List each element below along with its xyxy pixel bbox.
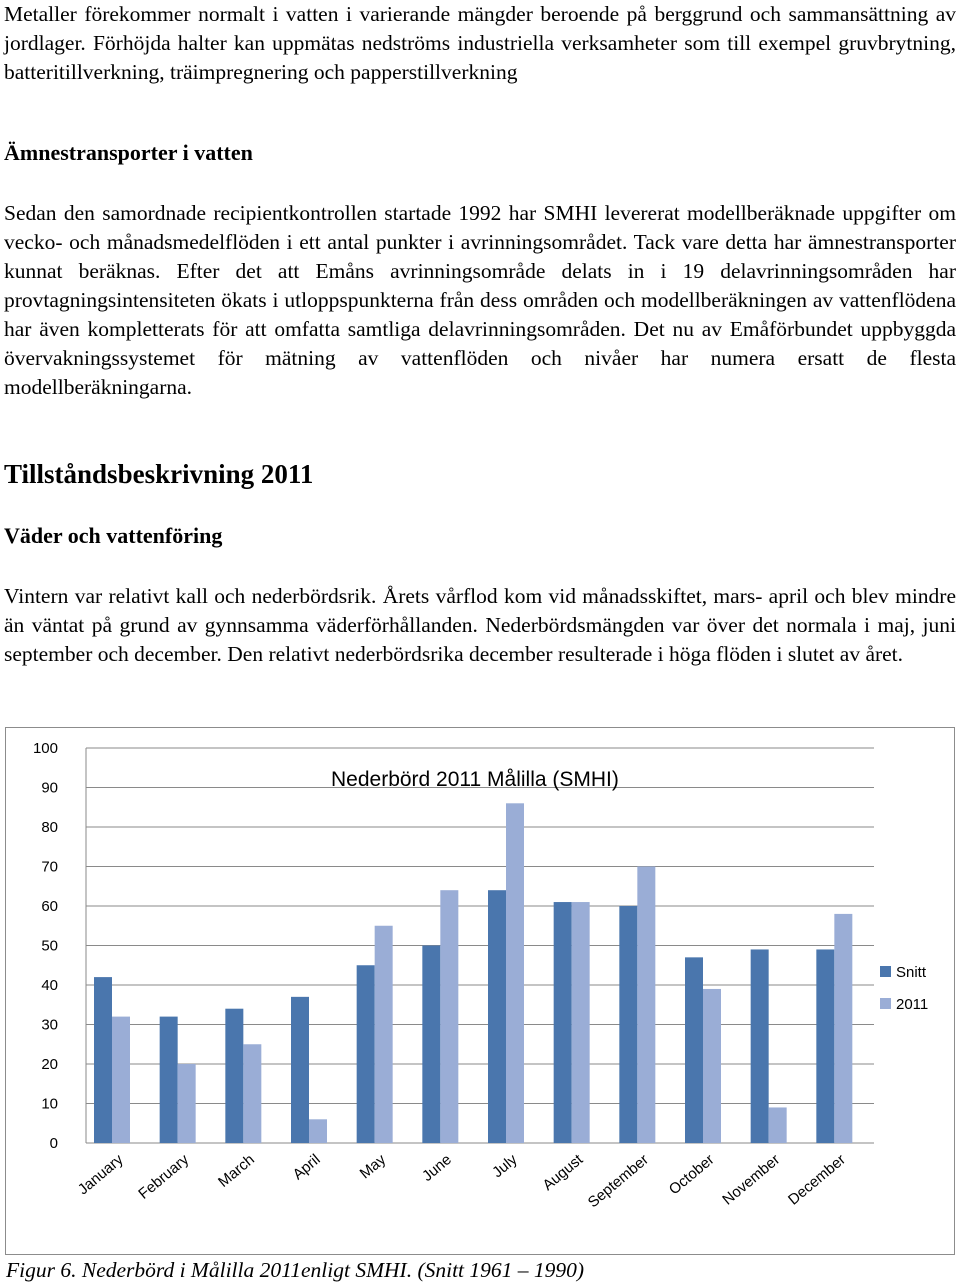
legend-swatch-snitt: [880, 966, 891, 977]
bar-2011-july: [506, 803, 524, 1143]
x-category-label: June: [419, 1151, 455, 1185]
intro-paragraph: Metaller förekommer normalt i vatten i varierande mängder beroende på berggrund och sammansättning av jordlager. Förhöjda halter kan uppmätas nedströms industriella verksamheter som till exempel gruvbrytning, batteritillverkning, träimpregnering och papperstillverkning: [4, 2, 956, 84]
bar-snitt-august: [554, 902, 572, 1143]
x-category-label: March: [215, 1151, 258, 1191]
bar-snitt-september: [619, 906, 637, 1143]
x-category-label: September: [584, 1151, 652, 1212]
y-tick-label: 60: [41, 898, 58, 915]
bar-2011-june: [440, 890, 458, 1143]
y-tick-label: 50: [41, 937, 58, 955]
x-category-label: May: [356, 1151, 390, 1183]
y-tick-label: 100: [32, 740, 58, 757]
x-category-label: February: [135, 1151, 193, 1203]
bar-snitt-february: [160, 1017, 178, 1143]
bar-2011-august: [572, 902, 590, 1143]
legend-swatch-2011: [880, 998, 891, 1009]
y-tick-label: 80: [41, 819, 58, 836]
x-category-label: January: [74, 1151, 127, 1199]
bar-2011-december: [834, 914, 852, 1143]
weather-paragraph: Vintern var relativt kall och nederbördsrik. Årets vårflod kom vid månadsskiftet, mars- april och blev mindre än väntat på grund av gynnsamma väderförhållanden. Nederbördsmängden var över det normala i maj, juni september och december. Den relativt nederbördsrika december resulterade i höga flöden i slutet av året.: [4, 584, 956, 666]
bar-snitt-march: [225, 1009, 243, 1143]
bar-2011-january: [112, 1017, 130, 1143]
precipitation-chart: [5, 727, 955, 1255]
y-tick-label: 90: [41, 779, 58, 797]
status-heading: Tillståndsbeskrivning 2011: [4, 459, 314, 489]
y-tick-label: 0: [49, 1135, 58, 1152]
x-category-label: December: [784, 1151, 849, 1209]
bar-2011-march: [243, 1044, 261, 1143]
bar-2011-october: [703, 989, 721, 1143]
bar-snitt-january: [94, 977, 112, 1143]
precipitation-chart-svg: [6, 728, 954, 1254]
bar-snitt-october: [685, 957, 703, 1143]
x-category-label: August: [539, 1151, 587, 1195]
x-category-label: November: [719, 1151, 784, 1209]
x-category-label: April: [289, 1151, 324, 1184]
bar-snitt-june: [422, 946, 440, 1144]
y-tick-label: 30: [41, 1016, 58, 1034]
legend-label-snitt: Snitt: [896, 964, 927, 981]
transport-heading: Ämnestransporter i vatten: [4, 140, 253, 165]
y-tick-label: 20: [41, 1056, 58, 1073]
y-tick-label: 40: [41, 977, 58, 994]
transport-paragraph: Sedan den samordnade recipientkontrollen startade 1992 har SMHI levererat modellberäknade uppgifter om vecko- och månadsmedelflöden i ett antal punkter i avrinningsområdet. Tack vare detta har ämnestransporter kunnat beräknas. Efter det att Emåns avrinningsområde delats in i 19 delavrinningsområden har provtagningsintensiteten ökats i utloppspunkterna från dess områden och modellberäkningen av vattenflödena har även kompletterats för att omfatta samtliga delavrinningsområden. Det nu av Emåförbundet uppbyggda övervakningssystemet för mätning av vattenflöden och nivåer har numera ersatt de flesta modellberäkningarna.: [4, 201, 956, 399]
chart-title: Nederbörd 2011 Målilla (SMHI): [331, 768, 619, 791]
y-tick-label: 10: [41, 1095, 58, 1113]
x-category-label: July: [489, 1151, 521, 1182]
bar-2011-november: [769, 1107, 787, 1143]
y-tick-label: 70: [41, 858, 58, 876]
bar-2011-february: [178, 1064, 196, 1143]
bar-snitt-may: [357, 965, 375, 1143]
figure-caption: Figur 6. Nederbörd i Målilla 2011enligt SMHI. (Snitt 1961 – 1990): [6, 1258, 585, 1282]
bar-snitt-december: [816, 949, 834, 1143]
bar-2011-april: [309, 1119, 327, 1143]
legend-label-2011: 2011: [896, 996, 929, 1013]
bar-snitt-november: [751, 949, 769, 1143]
bar-2011-may: [375, 926, 393, 1143]
bar-snitt-july: [488, 890, 506, 1143]
bar-2011-september: [637, 867, 655, 1144]
x-category-label: October: [665, 1151, 718, 1199]
bar-snitt-april: [291, 997, 309, 1143]
weather-heading: Väder och vattenföring: [4, 523, 223, 548]
